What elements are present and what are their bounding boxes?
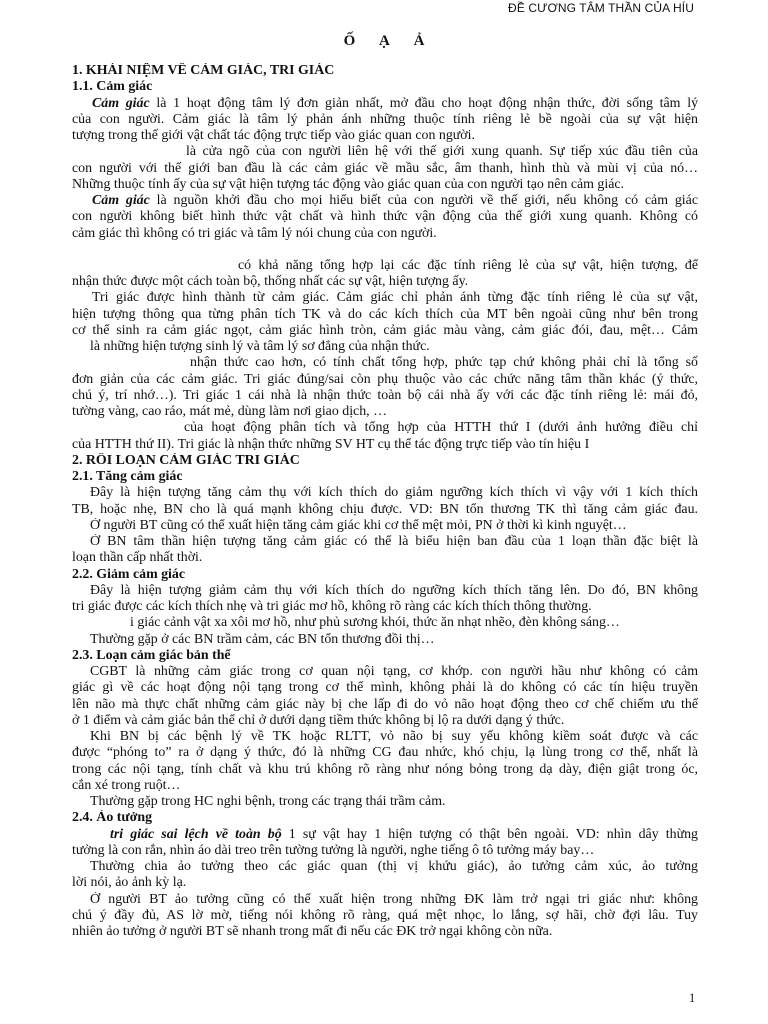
text-line: cơ thể sinh ra cảm giác ngọt, cảm giác hình tròn, cảm giác màu vàng, cảm giác đói, đau, mệt… Cảm [72,322,698,338]
text-line: Ở người BT ảo tưởng cũng có thể xuất hiện trong những ĐK làm trở ngại tri giác như: không [90,891,698,907]
running-header: ĐỀ CƯƠNG TÂM THẦN CỦA HÍU [508,1,694,15]
text-line: Ở người BT cũng có thể xuất hiện tăng cảm giác khi cơ thể mệt mỏi, PN ở thời kì kinh nguyệt… [90,517,627,533]
term: Cảm giác [92,95,150,111]
text-line: tưởng là con rắn, nhìn áo dài treo trên tường tưởng là người, nghe tiếng ô tô tưởng máy bay… [72,842,595,858]
text-line: cắn xé trong ruột… [72,777,181,793]
text-line: nhận thức được một cách toàn bộ, thống nhất các sự vật, hiện tượng ấy. [72,274,469,289]
text-line: giác gì về các hoạt động nội tạng trong cơ thể mình, không phải là do không có các tín hiệu truyền [72,680,698,696]
text-line: CGBT là những cảm giác trong cơ quan nội tạng, cơ khớp. con người hầu như không có cảm [90,664,698,679]
text-line: Đây là hiện tượng giảm cảm thụ với kích thích do ngưỡng kích thích tăng lên. Do đó, BN không [90,582,698,598]
text-line: ở 1 điểm và cảm giác bản thể chỉ ở dưới dạng tiềm thức không bị lộ ra dưới dạng ý thức. [72,712,565,728]
text-line: i giác cảnh vật xa xôi mơ hồ, như phủ sương khói, thức ăn nhạt nhẽo, đèn không sáng… [130,615,620,631]
section-heading-2: 2. RỐI LOẠN CẢM GIÁC TRI GIÁC [72,452,300,468]
text-line: Thường gặp ở các BN trầm cảm, các BN tổn thương đồi thị… [90,631,435,647]
text-line: nhiên ảo tưởng ở người BT sẽ nhanh trong mất đi nếu các ĐK trở ngại không còn nữa. [72,924,553,939]
text-line: con người không biết hình thức vật chất và hình thức vận động của thế giới xung quanh. Không có [72,209,698,225]
section-heading-1: 1. KHÁI NIỆM VỀ CẢM GIÁC, TRI GIÁC [72,63,335,78]
text-line: Thường gặp trong HC nghi bệnh, trong các trạng thái trầm cảm. [90,794,446,809]
page-body [72,30,698,940]
text-line: là cửa ngõ của con người liên hệ với thế giới xung quanh. Sự tiếp xúc đầu tiên của [186,144,698,160]
text-span: là 1 hoạt động tâm lý đơn giản nhất, mở đầu cho hoạt động nhận thức, đời sống tâm lý [149,95,698,111]
spacer [72,242,698,258]
page-number: 1 [689,991,696,1005]
text-span: 1 sự vật hay 1 hiện tượng có thật bên ngoài. VD: nhìn dây thừng [281,826,698,842]
text-line: loạn thần cấp nhất thời. [72,550,203,566]
page-title: Ố Ạ Ả [343,33,435,49]
subsection-heading-2-1: 2.1. Tăng cảm giác [72,469,183,484]
text-span: là nguồn khởi đầu cho mọi hiểu biết của con người về thế giới, nếu không có cảm giác [149,193,698,208]
text-line: tri giác được các kích thích nhẹ và tri giác mơ hồ, không rõ ràng các kích thích thông thường. [72,599,592,614]
text-line: Khi BN bị các bệnh lý về TK hoặc RLTT, vỏ não bị suy yếu không kiềm soát được và các [90,729,698,744]
text-line: Tri giác được hình thành từ cảm giác. Cảm giác chỉ phản ánh từng đặc tính riêng lẻ của sự vật, [92,290,698,306]
text-line: của HTTH thứ II). Tri giác là nhận thức những SV HT cụ thể tác động trực tiếp vào tín hiệu I [72,436,590,452]
text-line: hiện tượng thông qua từng phân tích TK và do các kích thích của MT bên ngoài cũng như bên trong [72,306,698,322]
text-line: TB, hoặc nhẹ, BN cho là quá mạnh không chịu được. VD: BN tổn thương TK thì tăng cảm giác đau. [72,501,698,517]
subsection-heading-2-2: 2.2. Giảm cảm giác [72,566,186,582]
text-line: con người với thế giới ban đầu là các cảm giác về mầu sắc, âm thanh, hình thù và mùi vị của nó… [72,160,698,176]
term: tri giác sai lệch về toàn bộ [110,826,282,842]
text-line: của con người. Cảm giác là tâm lý phản ánh những thuộc tính riêng lẻ bề ngoài của sự vật hiện [72,111,698,127]
term: Cảm giác [92,193,150,208]
text-line: chú ý, trí nhớ…). Tri giác 1 cái nhà là nhận thức toàn bộ cái nhà ấy với các đặc tính riêng lẻ: mái đỏ, [72,387,698,403]
text-line: được “phóng to” ra ở dạng ý thức, đó là những CG đau nhức, khó chịu, lạ lùng trong cơ thể, nhất là [72,745,698,761]
text-line: là những hiện tượng sinh lý và tâm lý sơ đẳng của nhận thức. [90,339,430,354]
text-line: Thường chia ảo tưởng theo các giác quan (thị vị khứu giác), ảo tưởng cảm xúc, ảo tưởng [90,859,698,874]
text-line: nhận thức cao hơn, có tính chất tổng hợp, phức tạp chứ không phải chỉ là tổng số [190,355,698,371]
subsection-heading-2-3: 2.3. Loạn cảm giác bản thể [72,647,231,663]
text-line: lên não mà thực chất những cảm giác này bị che lấp đi do vỏ não hoạt động theo cơ chế chiếm ưu thế [72,696,698,712]
text-line [72,193,698,209]
subsection-heading-1-1: 1.1. Cảm giác [72,79,153,95]
text-line [72,827,698,843]
subsection-heading-2-4: 2.4. Ảo tưởng [72,810,153,826]
text-line: chú ý đầy đủ, AS lờ mờ, tiếng nói không rõ ràng, quá mệt nhọc, lo lắng, sợ hãi, chờ đợi lâu. Tuy [72,907,698,923]
text-line: lời nói, ảo ảnh kỳ lạ. [72,875,187,891]
text-line: Những thuộc tính ấy của sự vật hiện tượng tác động vào giác quan của con người tạo nên cảm giác. [72,176,625,192]
text-line: trong các nội tạng, tính chất và khu trú không rõ ràng như nóng bỏng trong dạ dày, điện giật trong óc, [72,761,698,777]
text-line: có khả năng tổng hợp lại các đặc tính riêng lẻ của sự vật, hiện tượng, để [238,257,698,273]
text-line [72,96,698,112]
text-line: cảm giác thì không có tri giác và tâm lý nói chung của con người. [72,225,437,241]
text-line: tường vàng, cao ráo, mát mẻ, dùng làm nơi giao dịch, … [72,404,388,419]
text-line: của hoạt động phân tích và tổng hợp của HTTH thứ I (dưới ảnh hưởng điều chỉ [184,420,698,436]
text-line: tượng trong thế giới vật chất tác động trực tiếp vào giác quan con người. [72,128,475,143]
text-line: Đây là hiện tượng tăng cảm thụ với kích thích do giảm ngưỡng kích thích vì vậy với 1 kích thích [90,485,698,501]
text-line: Ở BN tâm thần hiện tượng tăng cảm giác có thể là biểu hiện ban đầu của 1 loạn thần đặc biệt là [90,534,698,549]
text-line: đơn giản của các cảm giác. Tri giác đúng/sai còn phụ thuộc vào các chức năng tâm thần khác (ý thức, [72,371,698,387]
